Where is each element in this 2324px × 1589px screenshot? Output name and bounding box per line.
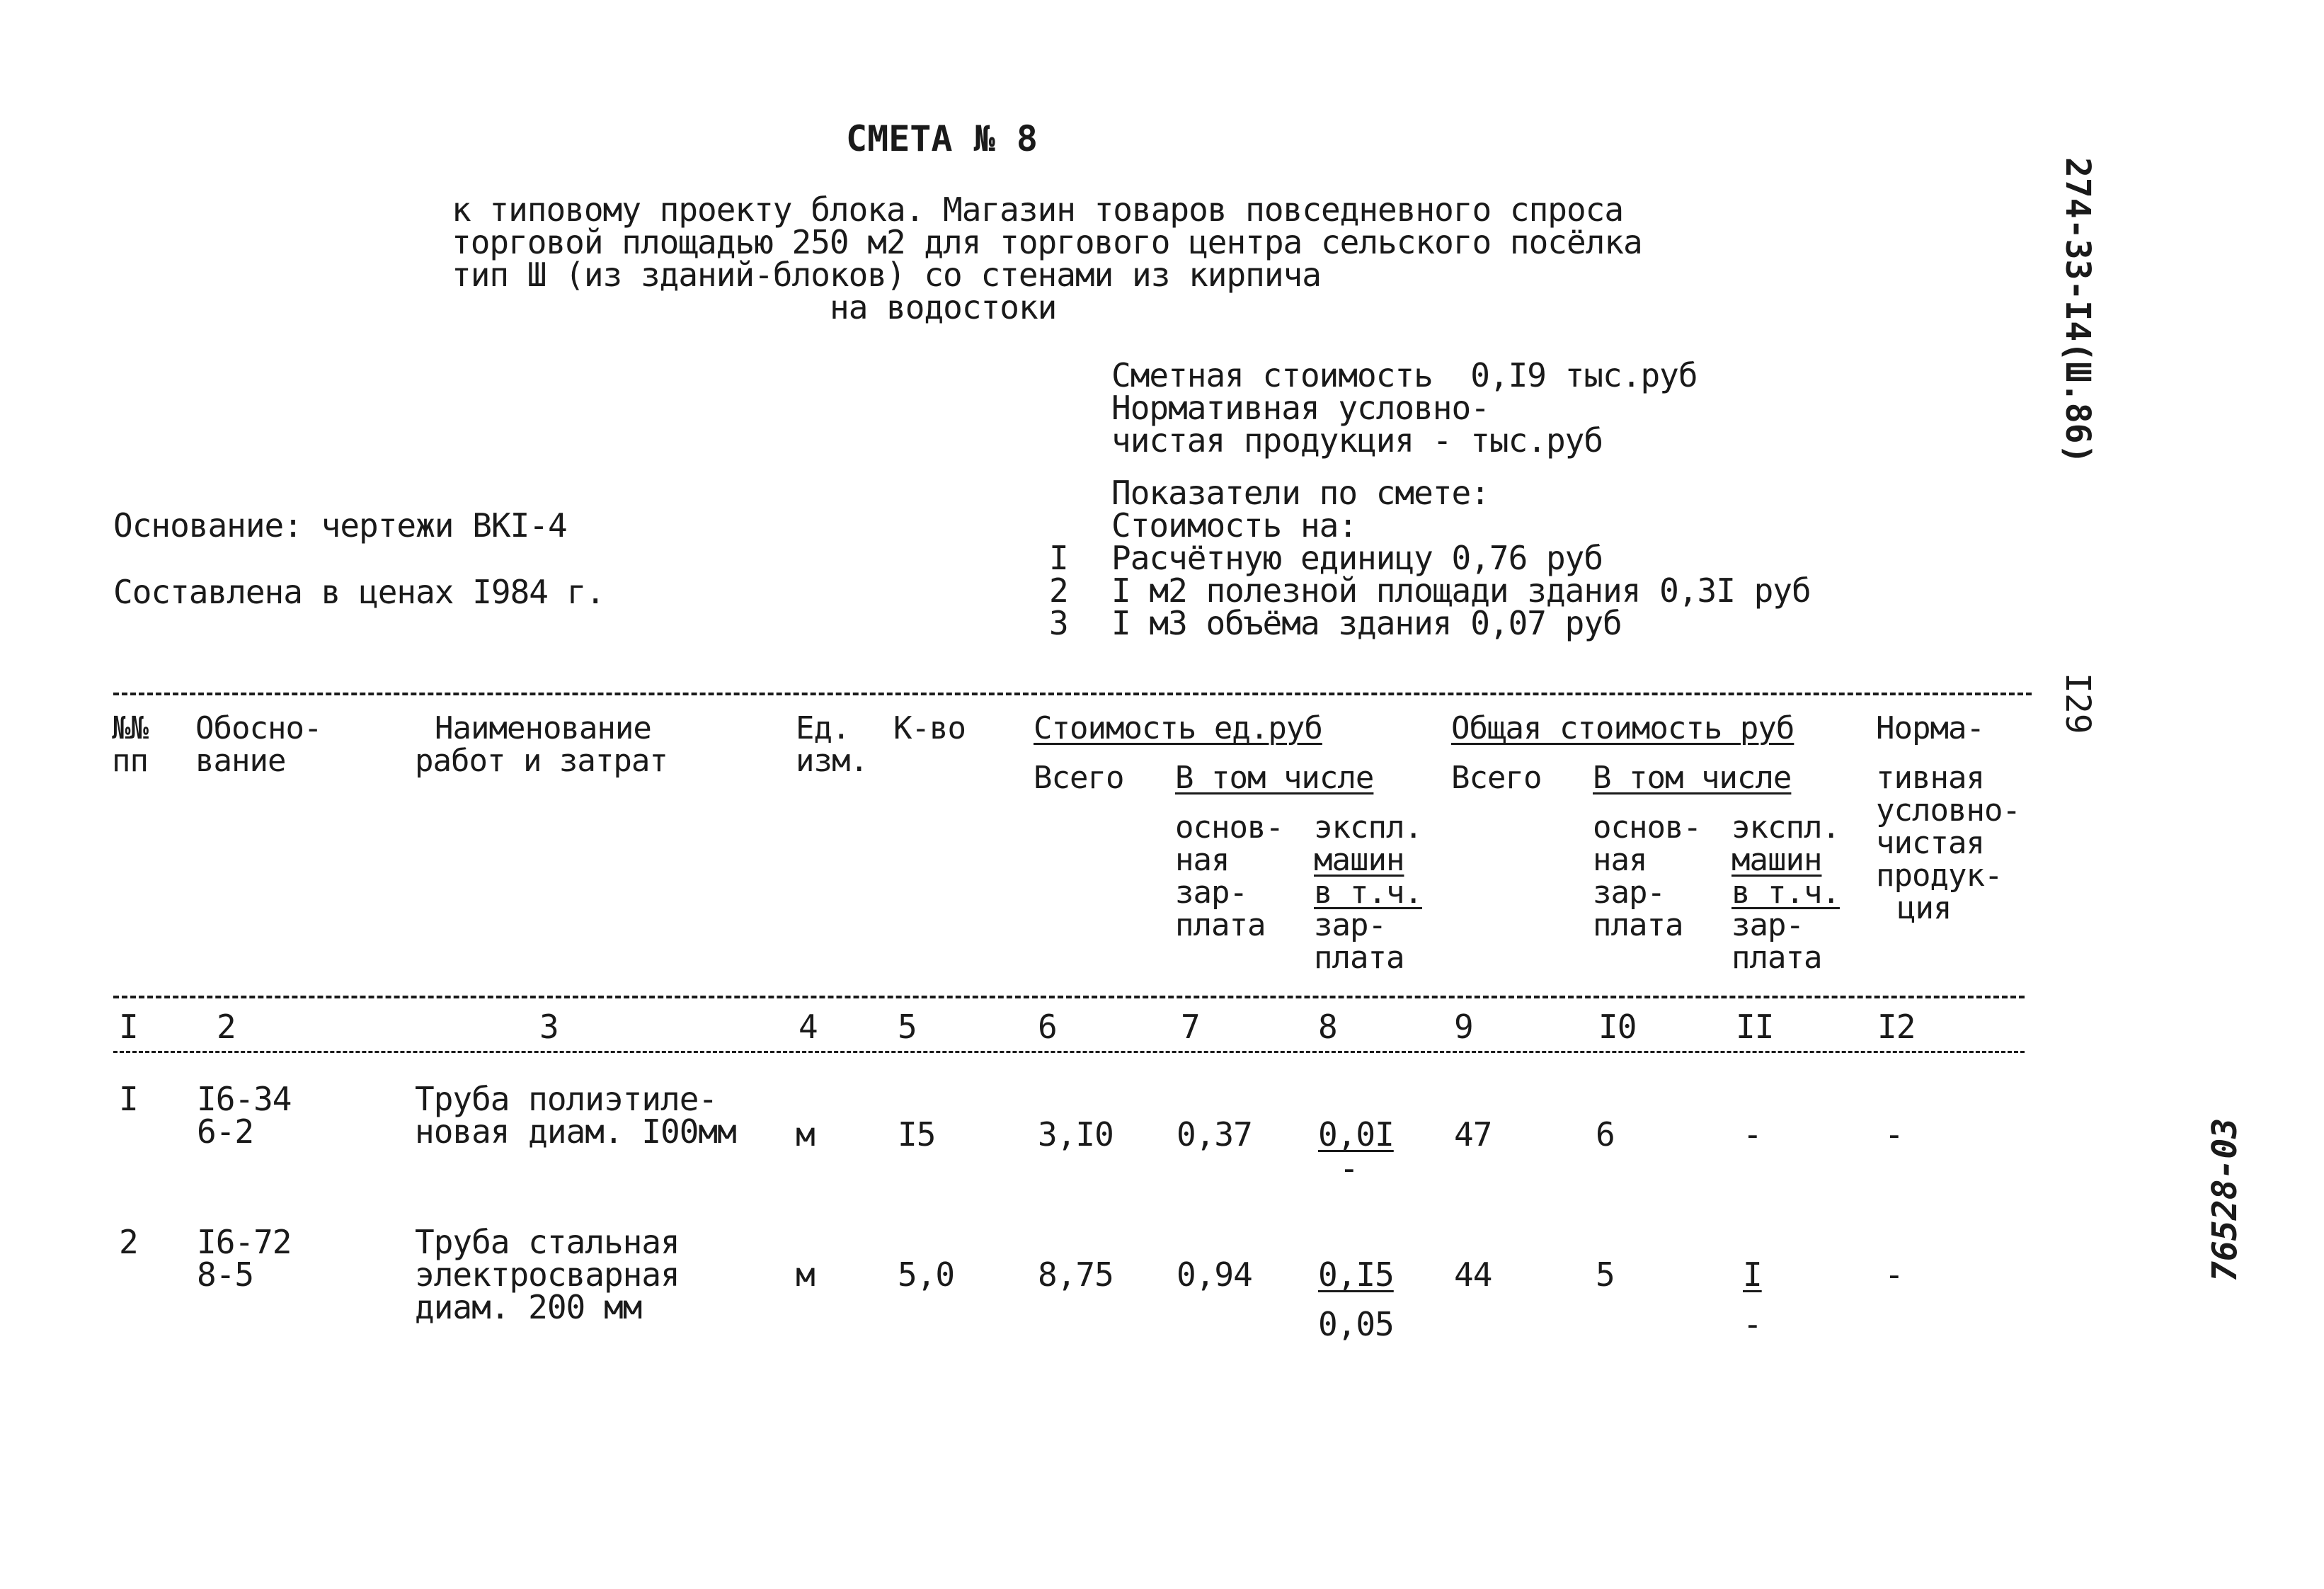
page-number: I29 [2058, 673, 2097, 734]
header-unit-cost-total: Всего [1034, 760, 1124, 796]
column-number-8: 8 [1318, 1008, 1337, 1046]
row-2-cost-machine: 0,I5 [1318, 1255, 1394, 1294]
row-1-basis-1: I6-34 [197, 1080, 292, 1118]
row-1-total: 47 [1454, 1115, 1492, 1154]
row-2-total-machine: I [1743, 1255, 1762, 1294]
header-machine-1: экспл. [1314, 809, 1422, 845]
header-total-machine-1: экспл. [1731, 809, 1840, 845]
header-normative-3: условно- [1876, 792, 2020, 828]
row-2-cost-total: 8,75 [1038, 1255, 1114, 1294]
header-total-cost-total: Всего [1451, 760, 1542, 796]
row-1-cost-machine-wage: - [1339, 1149, 1358, 1188]
subtitle-line-2: торговой площадью 250 м2 для торгового центра сельского посёлка [452, 223, 1642, 261]
column-number-3: 3 [539, 1008, 559, 1046]
indicators-heading: Показатели по смете: [1111, 474, 1489, 512]
row-2-total: 44 [1454, 1255, 1492, 1294]
indicator-text-3: I м3 объёма здания 0,07 руб [1111, 604, 1622, 642]
column-number-5: 5 [898, 1008, 917, 1046]
header-machine-2: машин [1314, 842, 1404, 878]
indicators-cost-on: Стоимость на: [1111, 506, 1358, 545]
row-2-total-machine-wage: - [1743, 1305, 1762, 1343]
header-basis-1: Обосно- [195, 710, 322, 746]
row-1-num: I [119, 1080, 138, 1118]
row-2-basis-2: 8-5 [197, 1255, 254, 1294]
row-1-total-wage: 6 [1596, 1115, 1615, 1154]
header-unit-cost: Стоимость ед.руб [1034, 710, 1322, 746]
header-total-cost: Общая стоимость руб [1451, 710, 1794, 746]
prices-text: Составлена в ценах I984 г. [113, 573, 605, 611]
row-2-total-wage: 5 [1596, 1255, 1615, 1294]
column-number-12: I2 [1877, 1008, 1916, 1046]
row-1-total-machine: - [1743, 1115, 1762, 1154]
indicator-text-2: I м2 полезной площади здания 0,3I руб [1111, 571, 1811, 610]
subtitle-line-3: тип Ш (из зданий-блоков) со стенами из кирпича [452, 256, 1321, 294]
header-unit-cost-incl: В том числе [1175, 760, 1374, 796]
header-basis-2: вание [195, 743, 286, 779]
basis-text: Основание: чертежи ВКI-4 [113, 506, 567, 545]
document-title: СМЕТА № 8 [846, 118, 1038, 159]
indicator-num-2: 2 [1049, 571, 1068, 610]
row-1-qty: I5 [898, 1115, 936, 1154]
subtitle-line-4: на водостоки [830, 288, 1057, 326]
header-wage-3: зар- [1175, 875, 1247, 911]
header-num-1: №№ [112, 710, 148, 746]
column-number-4: 4 [798, 1008, 818, 1046]
column-number-2: 2 [217, 1008, 236, 1046]
header-total-wage-4: плата [1593, 907, 1683, 943]
cost-summary-line-1: Сметная стоимость 0,I9 тыс.руб [1111, 356, 1698, 394]
side-document-code: 274-33-I4(Ш.86) [2058, 157, 2097, 465]
header-normative-6: ция [1897, 890, 1952, 926]
column-number-11: II [1736, 1008, 1774, 1046]
header-normative-2: тивная [1876, 760, 1984, 796]
row-2-qty: 5,0 [898, 1255, 955, 1294]
header-machine-5: плата [1314, 940, 1404, 976]
row-1-cost-machine: 0,0I [1318, 1115, 1394, 1154]
row-1-unit: м [796, 1115, 815, 1154]
row-2-num: 2 [119, 1223, 138, 1261]
row-2-name-1: Труба стальная [415, 1223, 680, 1261]
header-wage-1: основ- [1175, 809, 1283, 845]
column-numbers-rule [113, 1051, 2025, 1053]
header-name-2: работ и затрат [415, 743, 668, 779]
header-wage-2: ная [1175, 842, 1230, 878]
header-normative-5: продук- [1876, 858, 2003, 894]
header-normative-1: Норма- [1876, 710, 1984, 746]
row-2-name-3: диам. 200 мм [415, 1288, 642, 1326]
row-2-name-2: электросварная [415, 1255, 680, 1294]
cost-summary-line-2: Нормативная условно- [1111, 389, 1489, 427]
header-total-machine-4: зар- [1731, 907, 1804, 943]
row-2-unit: м [796, 1255, 815, 1294]
row-1-normative: - [1884, 1115, 1904, 1154]
row-2-basis-1: I6-72 [197, 1223, 292, 1261]
row-2-cost-wage: 0,94 [1177, 1255, 1252, 1294]
header-machine-3: в т.ч. [1314, 875, 1422, 911]
row-2-normative: - [1884, 1255, 1904, 1294]
header-num-2: пп [112, 743, 148, 779]
column-number-9: 9 [1454, 1008, 1473, 1046]
indicator-num-3: 3 [1049, 604, 1068, 642]
cost-summary-line-3: чистая продукция - тыс.руб [1111, 421, 1603, 460]
header-total-machine-3: в т.ч. [1731, 875, 1840, 911]
header-name-1: Наименование [435, 710, 651, 746]
header-bottom-rule [113, 996, 2025, 998]
row-1-cost-total: 3,I0 [1038, 1115, 1114, 1154]
row-1-name-2: новая диам. I00мм [415, 1112, 736, 1151]
column-number-7: 7 [1181, 1008, 1200, 1046]
header-qty: К-во [893, 710, 966, 746]
header-total-machine-2: машин [1731, 842, 1822, 878]
column-number-1: I [119, 1008, 138, 1046]
header-total-wage-2: ная [1593, 842, 1647, 878]
indicator-num-1: I [1049, 539, 1068, 577]
header-normative-4: чистая [1876, 825, 1984, 861]
header-unit-1: Ед. [796, 710, 850, 746]
indicator-text-1: Расчётную единицу 0,76 руб [1111, 539, 1603, 577]
subtitle-line-1: к типовому проекту блока. Магазин товаров повседневного спроса [452, 190, 1624, 229]
header-machine-4: зар- [1314, 907, 1386, 943]
column-number-6: 6 [1038, 1008, 1057, 1046]
header-total-wage-1: основ- [1593, 809, 1701, 845]
row-1-basis-2: 6-2 [197, 1112, 254, 1151]
header-total-cost-incl: В том числе [1593, 760, 1792, 796]
column-number-10: I0 [1598, 1008, 1637, 1046]
row-2-cost-machine-wage: 0,05 [1318, 1305, 1394, 1343]
header-wage-4: плата [1175, 907, 1266, 943]
header-total-wage-3: зар- [1593, 875, 1665, 911]
header-total-machine-5: плата [1731, 940, 1822, 976]
table-top-rule [113, 693, 2032, 695]
row-1-cost-wage: 0,37 [1177, 1115, 1252, 1154]
row-1-name-1: Труба полиэтиле- [415, 1080, 718, 1118]
stamp-number: 76528-03 [2205, 1117, 2245, 1282]
header-unit-2: изм. [796, 743, 868, 779]
